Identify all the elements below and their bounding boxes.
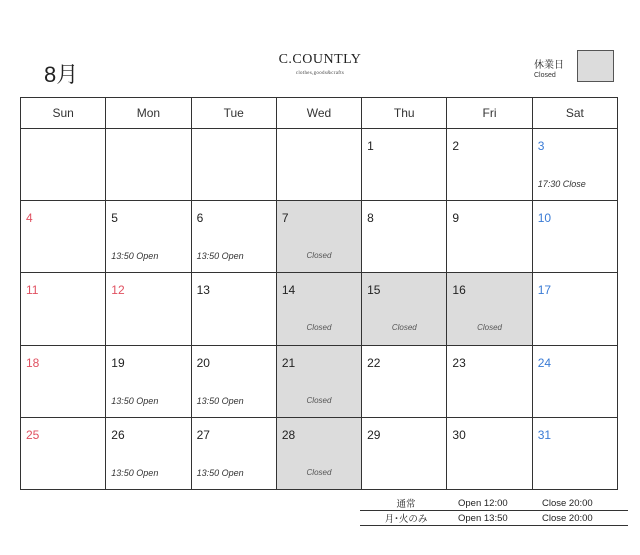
brand-name: C.COUNTLY [278, 52, 362, 67]
day-cell [362, 129, 447, 201]
day-number: 13 [196, 283, 210, 298]
day-number: 14 [281, 283, 296, 298]
day-note: 13:50 Open [111, 251, 159, 262]
day-number: 25 [26, 427, 40, 442]
week-row [21, 273, 618, 345]
week-row [21, 345, 618, 417]
day-number: 21 [281, 355, 296, 370]
day-cell [447, 201, 532, 273]
day-cell [532, 417, 617, 489]
day-number: 1 [367, 139, 374, 153]
week-row [21, 417, 618, 489]
day-cell [447, 129, 532, 201]
day-cell [276, 129, 361, 201]
day-cell [191, 273, 276, 345]
day-number: 17 [537, 283, 552, 298]
day-cell [21, 273, 106, 345]
day-number: 9 [452, 211, 460, 226]
day-cell [532, 345, 617, 417]
day-note: Closed [306, 323, 332, 333]
day-number: 12 [111, 283, 125, 298]
weekday-fri: Fri [447, 98, 532, 129]
day-number: 18 [26, 355, 40, 370]
business-hours [360, 496, 628, 526]
hours-label: 月･火のみ [360, 511, 452, 526]
day-note: 13:50 Open [196, 395, 244, 406]
weekday-wed: Wed [276, 98, 361, 129]
day-cell [532, 273, 617, 345]
week-row [21, 201, 618, 273]
day-cell [106, 273, 191, 345]
day-cell [276, 345, 361, 417]
weekday-thu: Thu [362, 98, 447, 129]
day-note: 13:50 Open [111, 395, 159, 406]
hours-open: Open 12:00 [452, 496, 536, 511]
day-cell [191, 129, 276, 201]
day-cell [362, 201, 447, 273]
weekday-header-row [21, 98, 618, 129]
day-number: 28 [281, 427, 296, 442]
day-number: 19 [111, 355, 125, 370]
legend-label-jp: 休業日 [534, 60, 564, 71]
brand-tagline: clothes,goods&crafts [295, 71, 345, 76]
week-row [21, 129, 618, 201]
day-cell [276, 417, 361, 489]
day-number: 29 [367, 427, 381, 442]
day-cell [191, 417, 276, 489]
day-number: 24 [537, 355, 552, 370]
hours-row-regular [360, 496, 628, 511]
hours-close: Close 20:00 [536, 511, 628, 526]
day-number: 16 [452, 283, 466, 298]
hours-close: Close 20:00 [536, 496, 628, 511]
day-note: 13:50 Open [196, 467, 244, 478]
day-note: Closed [477, 323, 502, 333]
day-cell [21, 201, 106, 273]
day-cell [191, 345, 276, 417]
day-number: 8 [367, 211, 374, 226]
day-cell [21, 345, 106, 417]
day-cell [276, 201, 361, 273]
day-cell [106, 345, 191, 417]
day-number: 31 [537, 427, 552, 442]
day-number: 27 [196, 427, 210, 442]
day-cell [447, 417, 532, 489]
weekday-sun: Sun [21, 98, 106, 129]
closed-legend [534, 56, 564, 79]
day-cell [447, 345, 532, 417]
day-number: 2 [452, 139, 460, 153]
day-cell [106, 201, 191, 273]
day-cell [532, 129, 617, 201]
day-number: 23 [452, 355, 466, 370]
weekday-sat: Sat [532, 98, 617, 129]
day-number: 15 [367, 283, 381, 298]
day-number: 3 [537, 139, 545, 153]
month-title: 8月 [44, 62, 79, 87]
day-cell [106, 129, 191, 201]
day-number: 7 [281, 211, 289, 226]
hours-row-mon-tue [360, 511, 628, 526]
day-cell [362, 273, 447, 345]
day-cell [106, 417, 191, 489]
day-cell [362, 417, 447, 489]
day-number: 4 [26, 211, 33, 226]
day-note: 13:50 Open [196, 251, 244, 262]
day-number: 30 [452, 427, 466, 442]
day-note: Closed [306, 467, 332, 477]
legend-label-en: Closed [534, 72, 556, 79]
day-note: 17:30 Close [537, 179, 586, 189]
day-number: 26 [111, 427, 125, 442]
day-number: 11 [26, 283, 39, 298]
day-number: 5 [111, 211, 118, 226]
day-note: Closed [306, 251, 332, 261]
calendar-grid [20, 97, 618, 490]
day-note: Closed [306, 395, 332, 405]
day-number: 10 [537, 211, 552, 226]
day-cell [21, 129, 106, 201]
legend-swatch [577, 50, 614, 82]
day-cell [447, 273, 532, 345]
day-cell [191, 201, 276, 273]
day-cell [21, 417, 106, 489]
weekday-mon: Mon [106, 98, 191, 129]
weekday-tue: Tue [191, 98, 276, 129]
day-number: 22 [367, 355, 381, 370]
day-note: Closed [391, 323, 417, 333]
day-cell [532, 201, 617, 273]
hours-label: 通常 [360, 496, 452, 511]
hours-open: Open 13:50 [452, 511, 536, 526]
day-number: 20 [196, 355, 210, 370]
day-cell [276, 273, 361, 345]
day-cell [362, 345, 447, 417]
day-number: 6 [196, 211, 204, 226]
day-note: 13:50 Open [111, 467, 159, 478]
